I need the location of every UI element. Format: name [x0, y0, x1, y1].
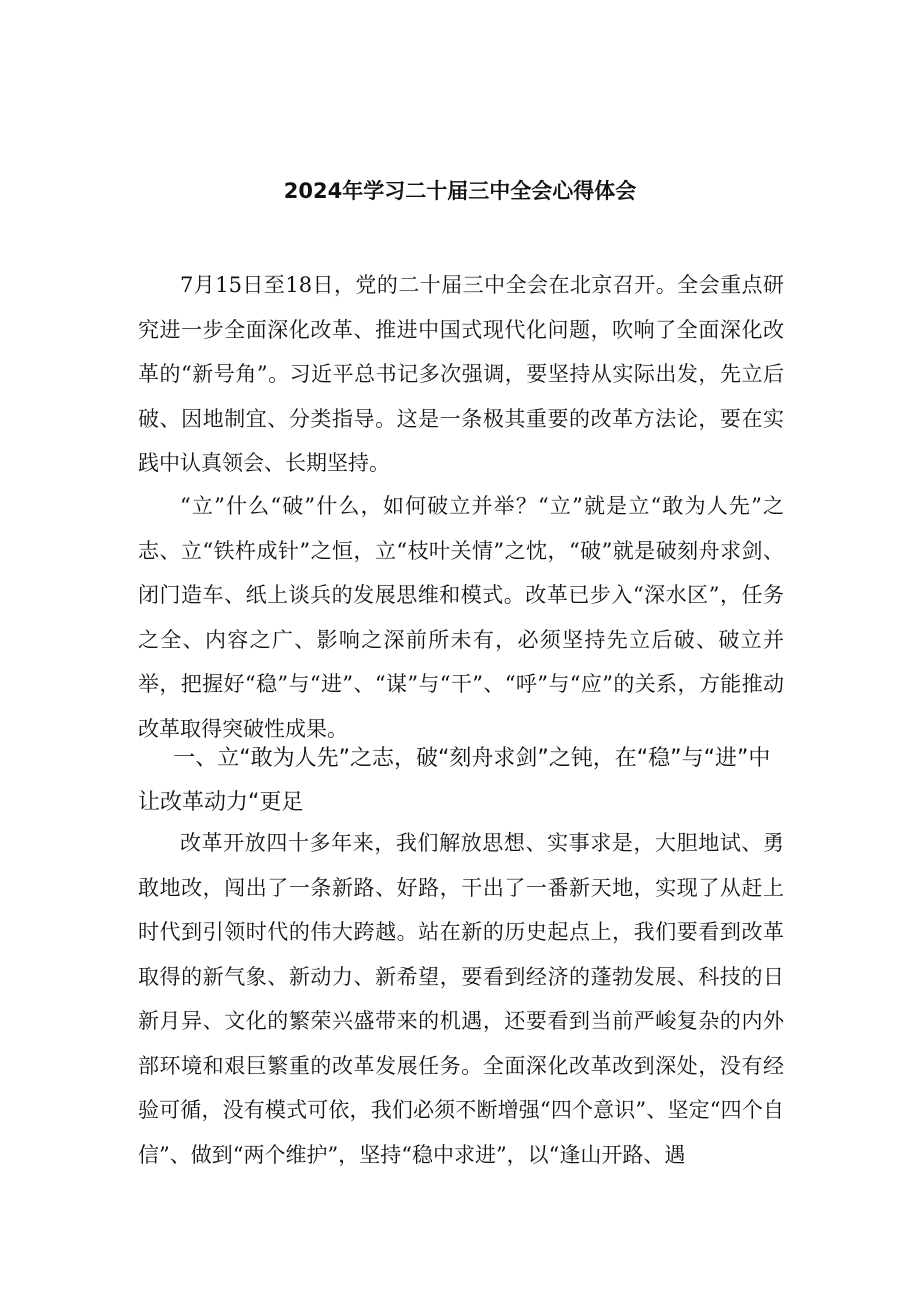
intro-paragraph: 7月15日至18日，党的二十届三中全会在北京召开。全会重点研究进一步全面深化改革、推进中国式现代化问题，吹响了全面深化改革的“新号角”。习近平总书记多次强调，要坚持从实际出发，先立后破、因地制宜、分类指导。这是一条极其重要的改革方法论，要在实践中认真领会、长期坚持。: [138, 273, 784, 475]
section-paragraph: 改革开放四十多年来，我们解放思想、实事求是，大胆地试、勇敢地改，闯出了一条新路、好路，干出了一番新天地，实现了从赶上时代到引领时代的伟大跨越。站在新的历史起点上，我们要看到改革取得的新气象、新动力、新希望，要看到经济的蓬勃发展、科技的日新月异、文化的繁荣兴盛带来的机遇，还要看到当前严峻复杂的内外部环境和艰巨繁重的改革发展任务。全面深化改革改到深处，没有经验可循，没有模式可依，我们必须不断增强“四个意识”、坚定“四个自信”、做到“两个维护”，坚持“稳中求进”，以“逢山开路、遇: [138, 831, 784, 1167]
second-paragraph: “立”什么“破”什么，如何破立并举？“立”就是立“敢为人先”之志、立“铁杵成针”之恒，立“枝叶关情”之忱，“破”就是破刻舟求剑、闭门造车、纸上谈兵的发展思维和模式。改革已步入“深水区”，任务之全、内容之广、影响之深前所未有，必须坚持先立后破、破立并举，把握好“稳”与“进”、“谋”与“干”、“呼”与“应”的关系，方能推动改革取得突破性成果。: [138, 494, 784, 741]
section-heading: 一、立“敢为人先”之志，破“刻舟求剑”之钝，在“稳”与“进”中让改革动力“更足: [138, 746, 771, 815]
document-title: 2024年学习二十届三中全会心得体会: [283, 179, 637, 203]
